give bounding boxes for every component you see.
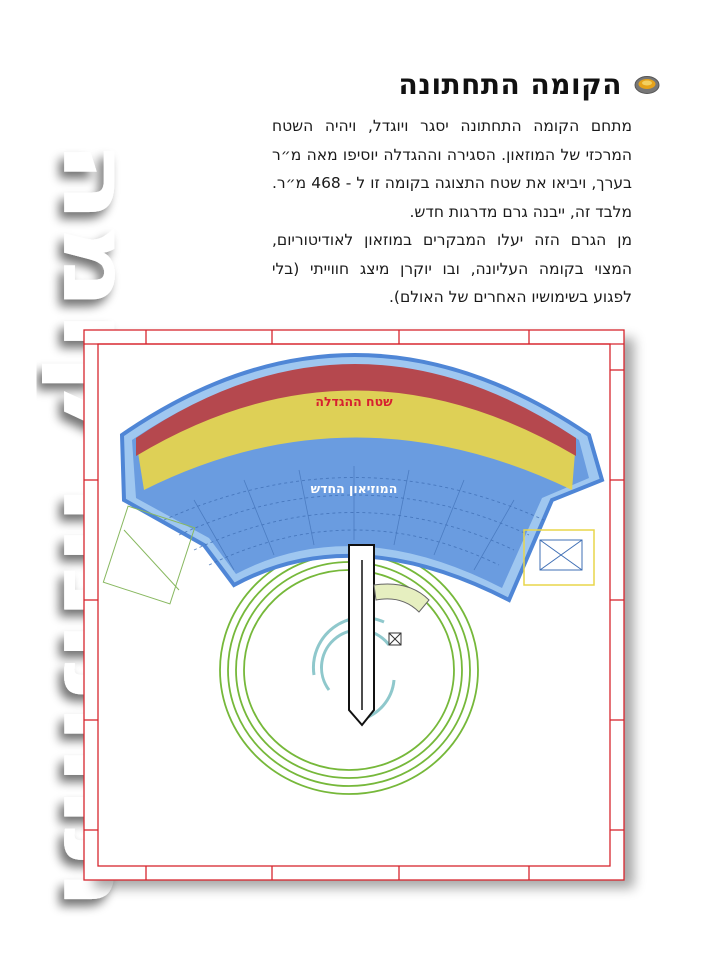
section-heading (399, 68, 660, 101)
body-text (272, 112, 632, 312)
floor-plan (84, 330, 634, 890)
paragraph-2: מן הגרם הזה יעלו המבקרים במוזאון לאודיטוריום, המצוי בקומה העליונה, ובו יוקרן מיצג חווייתי (בלי לפגוע בשימושיו האחרים של האולם). (272, 231, 632, 306)
sofa-icon (634, 75, 660, 95)
expansion-area-label: שטח ההגדלה (315, 394, 393, 409)
new-museum-label: המוזיאון החדש (310, 481, 398, 496)
paragraph-1: מתחם הקומה התחתונה יסגר ויוגדל, ויהיה השטח המרכזי של המוזאון. הסגירה וההגדלה יוסיפו מאה מ״ר בערך, ויביאו את שטח התצוגה בקומה זו ל - 468 מ״ר. מלבד זה, ייבנה גרם מדרגות חדש. (272, 117, 632, 221)
section-title: הקומה התחתונה (398, 68, 622, 101)
